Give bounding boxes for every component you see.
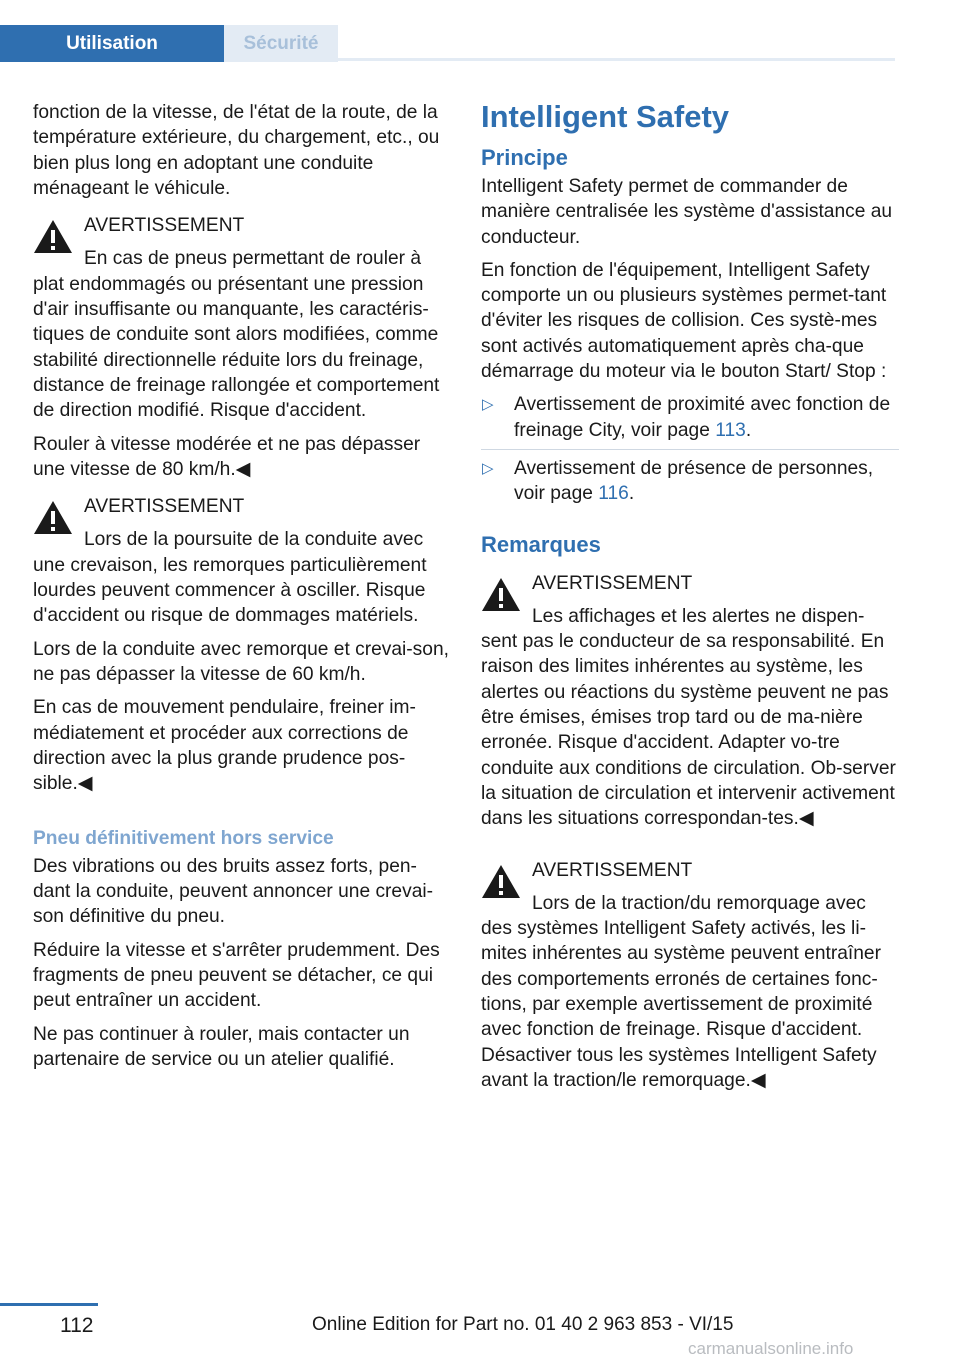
page-number: 112 bbox=[60, 1314, 94, 1337]
warning-title: AVERTISSEMENT bbox=[84, 215, 245, 237]
right-column bbox=[481, 100, 899, 1101]
warning-text: En cas de pneus permettant de rouler à plat endommagés ou présentant une pression d'air insuffisante ou manquante, les caractéris‐tiques de conduite sont alors modifiées, comme stabilité directionnelle réduite lors du freinage, distance de freinage rallongée et comportement de direction modifié. Risque d'accident. bbox=[33, 248, 440, 422]
list-item-text: Avertissement de présence de personnes, voir page bbox=[514, 457, 874, 505]
warning-block-4 bbox=[481, 858, 899, 1094]
feature-list bbox=[481, 392, 899, 512]
watermark: carmanualsonline.info bbox=[688, 1339, 854, 1358]
page-link-113[interactable]: 113 bbox=[715, 419, 746, 441]
warning-text-2: Rouler à vitesse modérée et ne pas dépasser une vitesse de 80 km/h.◀ bbox=[33, 433, 421, 480]
warning-block-1 bbox=[33, 213, 451, 482]
section-heading-pneu: Pneu définitivement hors service bbox=[33, 828, 334, 850]
section-heading-principe: Principe bbox=[481, 145, 568, 170]
left-paragraph-4: Ne pas continuer à rouler, mais contacter un partenaire de service ou un atelier qualifié. bbox=[33, 1023, 410, 1070]
list-item-end: . bbox=[745, 419, 752, 441]
header-divider bbox=[338, 58, 895, 61]
list-item bbox=[481, 392, 899, 450]
list-item bbox=[481, 456, 899, 513]
edition-text: Online Edition for Part no. 01 40 2 963 853 - VI/15 bbox=[312, 1314, 734, 1335]
warning-block-3 bbox=[481, 571, 899, 832]
header-tabs bbox=[0, 25, 895, 62]
warning-text: Les affichages et les alertes ne dispen‐sent pas le conducteur de sa responsabilité. En raison des limites inhérentes au système, les alertes ou réactions du système peuvent ne pas être émises, émises trop tard ou de ma‐nière erronée. Risque d'accident. Adapter vo‐tre conduite aux conditions de circulation. Ob‐server la situation de circulation et intervenir activement dans les situations correspondan‐tes.◀ bbox=[481, 605, 896, 830]
left-paragraph-2: Des vibrations ou des bruits assez forts, pen‐dant la conduite, peuvent annoncer une crevai‐son définitive du pneu. bbox=[33, 855, 434, 928]
warning-title: AVERTISSEMENT bbox=[532, 859, 693, 881]
triangle-bullet-icon: ▷ bbox=[482, 459, 494, 477]
warning-text: Lors de la traction/du remorquage avec des systèmes Intelligent Safety activés, les li‐mites inhérentes au système peuvent entraîner des comportements erronés de certaines fonc‐tions, par exemple avertissement de proximité avec fonction de freinage. Risque d'accident. Désactiver tous les systèmes Intelligent Safety avant la traction/le remorquage.◀ bbox=[481, 892, 881, 1091]
section-heading-remarques: Remarques bbox=[481, 531, 601, 557]
right-paragraph-1: Intelligent Safety permet de commander de manière centralisée les système d'assistance au conducteur. bbox=[481, 176, 893, 248]
list-item-end: . bbox=[628, 483, 635, 505]
page-link-116[interactable]: 116 bbox=[598, 483, 629, 505]
warning-title: AVERTISSEMENT bbox=[84, 496, 245, 518]
left-paragraph-3: Réduire la vitesse et s'arrêter prudemment. Des fragments de pneu peuvent se détacher, ce qui peut entraîner un accident. bbox=[33, 939, 440, 1012]
footer-divider bbox=[0, 1303, 98, 1306]
left-column bbox=[33, 100, 451, 1080]
right-paragraph-2: En fonction de l'équipement, Intelligent Safety comporte un ou plusieurs systèmes permet‐tant d'éviter les risques de collision. Ces systè‐mes sont activés automatiquement après cha‐que démarrage du moteur via le bouton Start/ Stop : bbox=[481, 259, 887, 383]
tab-securite[interactable]: Sécurité bbox=[224, 25, 338, 62]
tab-utilisation[interactable]: Utilisation bbox=[0, 25, 224, 62]
left-paragraph-1: fonction de la vitesse, de l'état de la route, de la température extérieure, du chargement, etc., ou bien plus long en adoptant une conduite ménageant le véhicule. bbox=[33, 102, 440, 199]
warning-text-3: En cas de mouvement pendulaire, freiner im‐médiatement et procéder aux corrections de direction avec la plus grande prudence pos‐sible.◀ bbox=[33, 697, 416, 795]
list-item-text: Avertissement de proximité avec fonction de freinage City, voir page bbox=[514, 394, 891, 441]
warning-triangle-icon bbox=[33, 500, 73, 535]
warning-block-2 bbox=[33, 494, 451, 796]
warning-triangle-icon bbox=[481, 577, 521, 612]
warning-title: AVERTISSEMENT bbox=[532, 572, 693, 594]
warning-text-2: Lors de la conduite avec remorque et crevai‐son, ne pas dépasser la vitesse de 60 km/h. bbox=[33, 638, 449, 685]
page-title: Intelligent Safety bbox=[481, 99, 730, 134]
warning-triangle-icon bbox=[481, 864, 521, 899]
triangle-bullet-icon: ▷ bbox=[482, 396, 494, 414]
warning-text: Lors de la poursuite de la conduite avec une crevaison, les remorques particulièrement lourdes peuvent commencer à osciller. Risque d'accident ou risque de dommages matériels. bbox=[33, 529, 427, 627]
warning-triangle-icon bbox=[33, 219, 73, 254]
